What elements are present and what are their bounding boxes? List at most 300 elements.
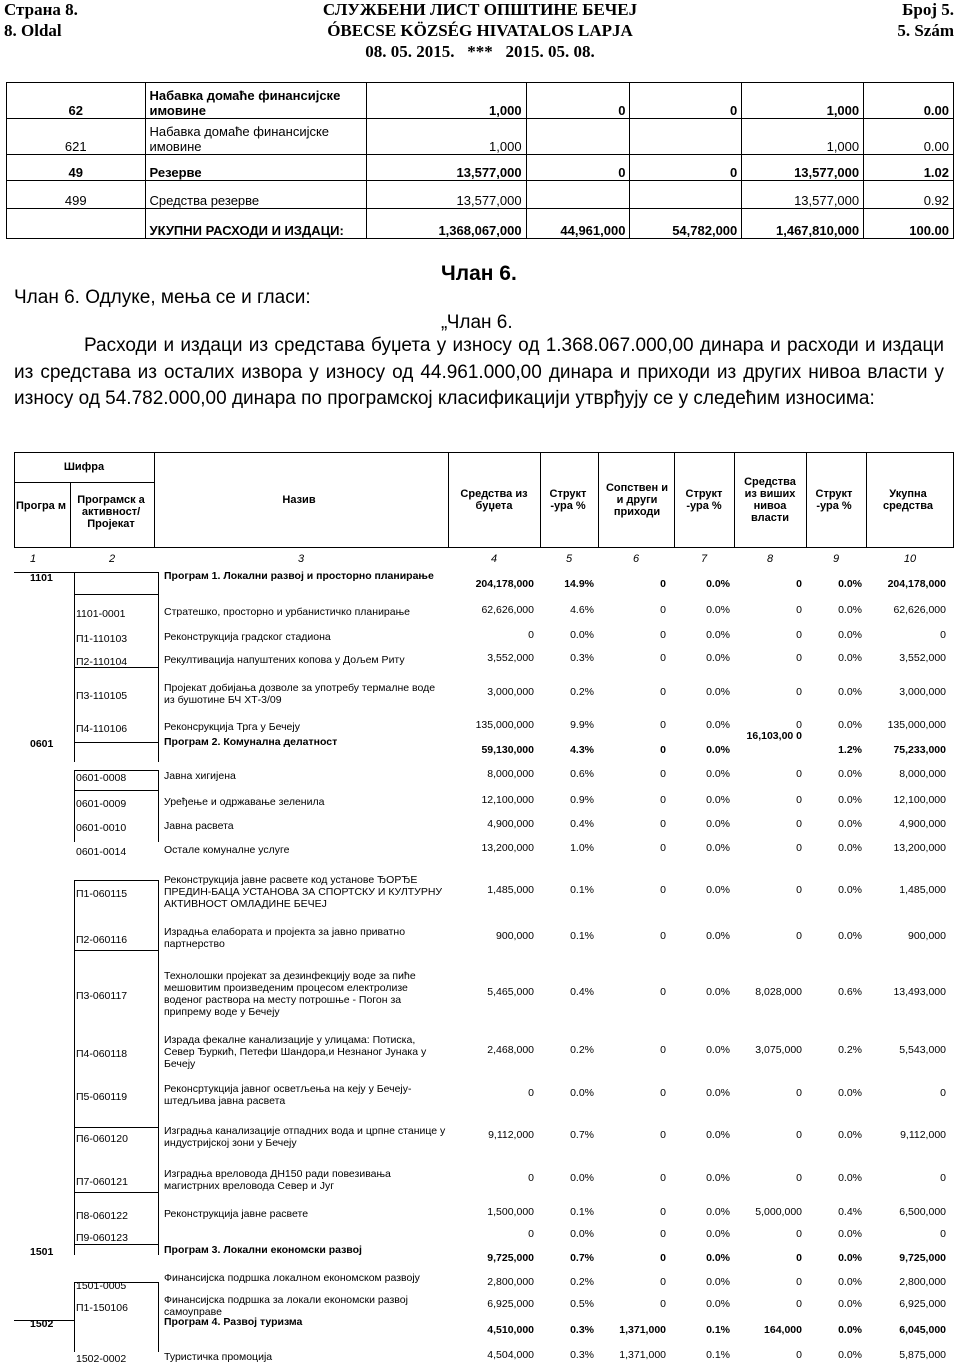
- cell-a: 1101-0001: [76, 608, 126, 620]
- cell-v2: [526, 119, 630, 155]
- cell-h: 0: [796, 1252, 802, 1264]
- cell-s2: 0.1%: [706, 1349, 730, 1361]
- cell-s2: 0.0%: [706, 1172, 730, 1184]
- page-number-hungarian: 8. Oldal: [4, 21, 62, 40]
- header-own-revenue: Сопствен и и други приходи: [605, 482, 668, 518]
- code-box-right: [158, 1244, 159, 1255]
- cell-n: Израдња елаборатa и пројекта за јавно приватно партнерство: [164, 926, 406, 950]
- code-box-top: [74, 572, 158, 573]
- code-box-left: [74, 667, 75, 742]
- cell-s2: 0.0%: [706, 930, 730, 942]
- cell-o: 0: [660, 629, 666, 641]
- code-box-left: [74, 1244, 75, 1255]
- program-classification-table: [14, 452, 954, 1364]
- cell-n: Програм 2. Комунална делатност: [164, 736, 338, 748]
- cell-s1: 0.1%: [570, 1206, 594, 1218]
- cell-s2: 0.0%: [706, 1228, 730, 1240]
- cell-h: 0: [796, 1087, 802, 1099]
- header-col-divider: [734, 452, 735, 548]
- article-paragraph: Расходи и издаци из средстава буџета у износу од 1.368.067.000,00 динара и расходи и издаци из средстава из осталих извора у износу од 44.961.000,00 динара и приходи из других нивоа власти у износу од 54.782.000,00 динара по програмској класификацији утврђују се у следећим износима:: [14, 335, 944, 409]
- code-box-right: [158, 742, 159, 762]
- cell-s3: 0.0%: [838, 686, 862, 698]
- cell-s2: 0.0%: [706, 842, 730, 854]
- code-box-top: [74, 770, 158, 771]
- code-box-left: [74, 790, 75, 842]
- cell-n: Изградња вреловода ДН150 ради повезивања магистрних вреловода Север и Југ: [164, 1168, 391, 1192]
- code-box-left: [74, 594, 75, 667]
- cell-a: П1-110103: [76, 633, 128, 645]
- cell-t: 900,000: [908, 930, 946, 942]
- cell-s2: 0.0%: [706, 719, 730, 731]
- column-number: 2: [108, 553, 116, 565]
- column-number: 5: [565, 553, 573, 565]
- cell-v4: 1,000: [742, 119, 864, 155]
- cell-name: Набавка домаће финансијске имовине: [145, 83, 366, 119]
- cell-s3: 0.0%: [838, 884, 862, 896]
- cell-s2: 0.0%: [706, 768, 730, 780]
- cell-b: 13,200,000: [481, 842, 534, 854]
- code-box-right: [158, 790, 159, 842]
- column-number: 8: [766, 553, 774, 565]
- header-structure-1: Структ -ура %: [549, 488, 587, 512]
- cell-s3: 0.0%: [838, 842, 862, 854]
- cell-n: Израда фекалне канализације у улицама: Потиска, Север Ђуркић, Петефи Шандора,и Незнаног Јунака у Бечеју: [164, 1034, 427, 1070]
- cell-t: 6,500,000: [899, 1206, 946, 1218]
- cell-s1: 0.0%: [570, 1228, 594, 1240]
- cell-h: 0: [796, 629, 802, 641]
- cell-v3: 0: [630, 155, 742, 181]
- cell-o: 0: [660, 842, 666, 854]
- cell-h: 0: [796, 794, 802, 806]
- cell-s1: 0.1%: [570, 884, 594, 896]
- cell-s3: 0.0%: [838, 719, 862, 731]
- cell-t: 0: [940, 1228, 946, 1240]
- cell-b: 2,800,000: [487, 1276, 534, 1288]
- cell-p: 1501: [30, 1246, 54, 1258]
- cell-b: 2,468,000: [487, 1044, 534, 1056]
- cell-s3: 0.0%: [838, 629, 862, 641]
- cell-b: 59,130,000: [481, 744, 534, 756]
- code-box-right: [158, 1282, 159, 1352]
- cell-a: П3-110105: [76, 690, 128, 702]
- code-box-right: [158, 1127, 159, 1192]
- cell-o: 0: [660, 719, 666, 731]
- cell-n: Пројекат добијања дозволе за употребу термалне воде из бушотине БЧ ХТ-3/09: [164, 682, 436, 706]
- cell-p: 0601: [30, 738, 54, 750]
- table-row: [7, 209, 954, 239]
- cell-v5: 0.00: [864, 119, 954, 155]
- cell-o: 0: [660, 744, 666, 756]
- cell-s1: 0.5%: [570, 1298, 594, 1310]
- cell-code: 49: [7, 155, 146, 181]
- cell-a: 0601-0009: [76, 798, 127, 810]
- cell-s3: 0.6%: [838, 986, 862, 998]
- cell-n: Финансијска подршка за локали економски развој самоуправе: [164, 1294, 408, 1318]
- cell-v3: [630, 181, 742, 209]
- cell-a: П3-060117: [76, 990, 128, 1002]
- column-number: 9: [832, 553, 840, 565]
- cell-a: П9-060123: [76, 1232, 128, 1244]
- code-box-top: [74, 1192, 158, 1193]
- code-box-left: [74, 1127, 75, 1192]
- header-activity: Програмск а активност/ Пројекат: [77, 494, 145, 530]
- cell-s1: 0.1%: [570, 930, 594, 942]
- cell-v4: 1,467,810,000: [742, 209, 864, 239]
- cell-n: Стратешко, просторно и урбанистичко планирање: [164, 606, 410, 618]
- cell-s3: 0.0%: [838, 1252, 862, 1264]
- cell-s3: 0.0%: [838, 1129, 862, 1141]
- cell-s3: 0.2%: [838, 1044, 862, 1056]
- header-higher-levels: Средства из виших нивоа власти: [744, 476, 796, 524]
- cell-b: 5,465,000: [487, 986, 534, 998]
- cell-a: П2-110104: [76, 656, 128, 668]
- cell-s1: 4.3%: [570, 744, 594, 756]
- cell-h: 5,000,000: [755, 1206, 802, 1218]
- table-row: [7, 83, 954, 119]
- cell-n: Програм 4. Развој туризма: [164, 1316, 303, 1328]
- header-col-divider: [674, 452, 675, 548]
- cell-s1: 0.4%: [570, 986, 594, 998]
- cell-code: [7, 209, 146, 239]
- cell-n: Остале комуналне услуге: [164, 844, 290, 856]
- cell-a: П1-150106: [76, 1302, 128, 1314]
- cell-t: 13,493,000: [893, 986, 946, 998]
- cell-o: 0: [660, 604, 666, 616]
- cell-b: 4,900,000: [487, 818, 534, 830]
- cell-t: 204,178,000: [887, 578, 946, 590]
- cell-a: П7-060121: [76, 1176, 128, 1188]
- cell-o: 0: [660, 652, 666, 664]
- cell-s3: 0.0%: [838, 1324, 862, 1336]
- cell-s1: 9.9%: [570, 719, 594, 731]
- cell-o: 0: [660, 768, 666, 780]
- cell-p: 1101: [30, 572, 53, 584]
- cell-h: 0: [796, 1172, 802, 1184]
- cell-s3: 0.0%: [838, 1276, 862, 1288]
- cell-s1: 0.4%: [570, 818, 594, 830]
- cell-h: 164,000: [764, 1324, 802, 1336]
- gazette-title-serbian: СЛУЖБЕНИ ЛИСТ ОПШТИНЕ БЕЧЕЈ: [322, 0, 638, 19]
- cell-o: 1,371,000: [619, 1324, 666, 1336]
- cell-s1: 0.2%: [570, 1044, 594, 1056]
- cell-n: Програм 3. Локални економски развој: [164, 1244, 362, 1256]
- cell-name: Резерве: [145, 155, 366, 181]
- header-program: Програ м: [16, 500, 66, 512]
- cell-o: 1,371,000: [619, 1349, 666, 1361]
- cell-a: П4-060118: [76, 1048, 128, 1060]
- cell-s2: 0.0%: [706, 1087, 730, 1099]
- code-box-top: [74, 1244, 158, 1245]
- cell-b: 12,100,000: [481, 794, 534, 806]
- cell-t: 62,626,000: [893, 604, 946, 616]
- cell-h: 8,028,000: [755, 986, 802, 998]
- cell-v4: 1,000: [742, 83, 864, 119]
- code-box-left: [74, 572, 75, 594]
- cell-h: 0: [796, 1129, 802, 1141]
- header-border-right: [953, 452, 954, 548]
- header-budget: Средства из буџета: [460, 488, 528, 512]
- cell-s2: 0.0%: [706, 604, 730, 616]
- cell-a: 1502-0002: [76, 1353, 127, 1365]
- cell-t: 5,875,000: [899, 1349, 946, 1361]
- cell-s2: 0.0%: [706, 1129, 730, 1141]
- code-box-right: [158, 1192, 159, 1244]
- header-col-divider: [540, 452, 541, 548]
- cell-s2: 0.0%: [706, 652, 730, 664]
- cell-s2: 0.0%: [706, 818, 730, 830]
- gazette-date: 08. 05. 2015. *** 2015. 05. 08.: [365, 42, 595, 61]
- cell-v5: 0.92: [864, 181, 954, 209]
- code-box-top: [74, 880, 158, 881]
- cell-o: 0: [660, 1276, 666, 1288]
- cell-b: 3,552,000: [487, 652, 534, 664]
- cell-s3: 0.0%: [838, 1172, 862, 1184]
- cell-t: 6,925,000: [899, 1298, 946, 1310]
- table-row: [7, 155, 954, 181]
- cell-o: 0: [660, 1129, 666, 1141]
- cell-o: 0: [660, 884, 666, 896]
- header-structure-2: Структ -ура %: [685, 488, 723, 512]
- header-col-divider: [806, 452, 807, 548]
- cell-s2: 0.0%: [706, 686, 730, 698]
- cell-a: П6-060120: [76, 1133, 128, 1145]
- cell-s2: 0.0%: [706, 1298, 730, 1310]
- cell-a: П4-110106: [76, 723, 128, 735]
- cell-n: Реконструкција јавне расвете код установе ЂОРЂЕ ПРЕДИН-БАЦА УСТАНОВА ЗА СПОРТСКУ И КУЛТУРНУ АКТИВНОСТ ОМЛАДИНЕ БЕЧЕЈ: [164, 874, 443, 910]
- cell-name: Средства резерве: [145, 181, 366, 209]
- issue-number-hungarian: 5. Szám: [897, 21, 954, 40]
- cell-b: 204,178,000: [475, 578, 534, 590]
- header-col-divider: [70, 482, 71, 548]
- cell-t: 1,485,000: [899, 884, 946, 896]
- cell-s1: 0.2%: [570, 1276, 594, 1288]
- cell-s2: 0.0%: [706, 1206, 730, 1218]
- cell-s2: 0.0%: [706, 986, 730, 998]
- cell-s3: 0.0%: [838, 652, 862, 664]
- cell-s1: 0.9%: [570, 794, 594, 806]
- cell-o: 0: [660, 1298, 666, 1310]
- cell-n: Туристичка промоција: [164, 1351, 273, 1363]
- cell-a: П2-060116: [76, 934, 128, 946]
- cell-b: 4,510,000: [487, 1324, 534, 1336]
- cell-s3: 0.0%: [838, 1349, 862, 1361]
- cell-s3: 0.4%: [838, 1206, 862, 1218]
- cell-v2: 44,961,000: [526, 209, 630, 239]
- cell-s2: 0.0%: [706, 1044, 730, 1056]
- cell-b: 0: [528, 1172, 534, 1184]
- cell-b: 1,485,000: [487, 884, 534, 896]
- cell-s1: 0.3%: [570, 1324, 594, 1336]
- cell-s2: 0.0%: [706, 884, 730, 896]
- cell-o: 0: [660, 1044, 666, 1056]
- cell-name: УКУПНИ РАСХОДИ И ИЗДАЦИ:: [145, 209, 366, 239]
- cell-o: 0: [660, 986, 666, 998]
- page-header: [0, 0, 960, 66]
- cell-n: Изградња канализације отпадних вода и црпне станице у индустријској зони у Бечеју: [164, 1125, 446, 1149]
- cell-s3: 0.0%: [838, 1087, 862, 1099]
- cell-s3: 0.0%: [838, 604, 862, 616]
- cell-v3: [630, 119, 742, 155]
- cell-h: 0: [796, 652, 802, 664]
- code-box-left: [74, 770, 75, 790]
- cell-n: Јавна хигијена: [164, 770, 236, 782]
- article-intro: Члан 6. Одлуке, мења се и гласи:: [14, 287, 311, 308]
- cell-s3: 0.0%: [838, 818, 862, 830]
- cell-v3: 0: [630, 83, 742, 119]
- cell-s3: 0.0%: [838, 578, 862, 590]
- cell-n: Реконструкција градског стадиона: [164, 631, 331, 643]
- cell-a: 1501-0005: [76, 1280, 127, 1292]
- cell-s3: 0.0%: [838, 930, 862, 942]
- cell-t: 75,233,000: [893, 744, 946, 756]
- cell-a: П1-060115: [76, 888, 128, 900]
- code-box-right: [158, 880, 159, 950]
- code-box-left: [74, 1282, 75, 1352]
- cell-v3: 54,782,000: [630, 209, 742, 239]
- cell-h: 16,103,00 0: [746, 730, 802, 742]
- table-row: [7, 181, 954, 209]
- cell-t: 8,000,000: [899, 768, 946, 780]
- column-number: 4: [490, 553, 498, 565]
- code-box-right: [158, 667, 159, 742]
- cell-v1: 13,577,000: [366, 181, 526, 209]
- cell-h: 0: [796, 1228, 802, 1240]
- code-box-right: [158, 950, 159, 1127]
- code-box-left: [74, 1192, 75, 1244]
- cell-s3: 0.0%: [838, 1298, 862, 1310]
- cell-n: Уређење и одржавање зеленила: [164, 796, 325, 808]
- cell-h: 0: [796, 1298, 802, 1310]
- cell-h: 0: [796, 818, 802, 830]
- cell-v5: 100.00: [864, 209, 954, 239]
- cell-t: 6,045,000: [899, 1324, 946, 1336]
- cell-s3: 1.2%: [838, 744, 862, 756]
- cell-n: Реконсрукција Трга у Бечеју: [164, 721, 300, 733]
- code-box-right: [158, 770, 159, 790]
- cell-p: 1502: [30, 1318, 54, 1330]
- cell-b: 9,112,000: [488, 1129, 534, 1141]
- cell-b: 6,925,000: [487, 1298, 534, 1310]
- cell-s2: 0.1%: [706, 1324, 730, 1336]
- cell-h: 0: [796, 1276, 802, 1288]
- cell-s2: 0.0%: [706, 629, 730, 641]
- code-box-left: [74, 880, 75, 950]
- cell-t: 3,000,000: [899, 686, 946, 698]
- cell-a: П8-060122: [76, 1210, 128, 1222]
- column-number: 10: [903, 553, 917, 565]
- header-structure-3: Структ -ура %: [815, 488, 853, 512]
- header-sifra: Шифра: [63, 461, 105, 473]
- cell-o: 0: [660, 1228, 666, 1240]
- cell-b: 62,626,000: [481, 604, 534, 616]
- cell-b: 1,500,000: [487, 1206, 534, 1218]
- cell-v2: 0: [526, 155, 630, 181]
- cell-v1: 1,000: [366, 119, 526, 155]
- cell-n: Реконструкција јавне расвете: [164, 1208, 309, 1220]
- cell-o: 0: [660, 930, 666, 942]
- cell-o: 0: [660, 1206, 666, 1218]
- cell-s2: 0.0%: [706, 744, 730, 756]
- column-number: 1: [30, 553, 37, 565]
- cell-b: 4,504,000: [487, 1349, 534, 1361]
- cell-s2: 0.0%: [706, 1276, 730, 1288]
- cell-v1: 1,000: [366, 83, 526, 119]
- cell-s2: 0.0%: [706, 578, 730, 590]
- cell-v5: 1.02: [864, 155, 954, 181]
- issue-number-serbian: Број 5.: [902, 0, 954, 19]
- cell-h: 0: [796, 578, 802, 590]
- cell-s3: 0.0%: [838, 1228, 862, 1240]
- cell-t: 0: [940, 1172, 946, 1184]
- gazette-title-hungarian: ÓBECSE KÖZSÉG HIVATALOS LAPJA: [327, 21, 633, 40]
- cell-b: 0: [528, 629, 534, 641]
- cell-b: 135,000,000: [475, 719, 534, 731]
- cell-o: 0: [660, 1172, 666, 1184]
- cell-b: 900,000: [496, 930, 534, 942]
- code-box-top: [74, 742, 158, 743]
- cell-a: 0601-0010: [76, 822, 127, 834]
- cell-b: 0: [528, 1087, 534, 1099]
- header-sifra-divider: [14, 482, 154, 483]
- cell-s1: 0.7%: [570, 1129, 594, 1141]
- expenses-summary-table: [6, 82, 954, 239]
- cell-t: 4,900,000: [899, 818, 946, 830]
- cell-s1: 14.9%: [564, 578, 594, 590]
- article-title: Члан 6.: [441, 262, 517, 285]
- table-row: [7, 119, 954, 155]
- code-box-left: [74, 742, 75, 762]
- cell-t: 3,552,000: [899, 652, 946, 664]
- cell-s3: 0.0%: [838, 768, 862, 780]
- cell-h: 0: [796, 842, 802, 854]
- cell-b: 0: [528, 1228, 534, 1240]
- cell-v1: 1,368,067,000: [366, 209, 526, 239]
- cell-h: 0: [796, 768, 802, 780]
- cell-n: Технолошки пројекат за дезинфекцију воде за пиће мешовитим произведеним процесом електролизе воденог раствора на месту потрошње - Погон за припрему воде у Бечеју: [164, 970, 416, 1018]
- cell-t: 9,725,000: [899, 1252, 946, 1264]
- cell-h: 0: [796, 1349, 802, 1361]
- cell-s1: 0.2%: [570, 686, 594, 698]
- cell-v1: 13,577,000: [366, 155, 526, 181]
- cell-o: 0: [660, 818, 666, 830]
- cell-h: 0: [796, 884, 802, 896]
- cell-s1: 1.0%: [570, 842, 594, 854]
- code-box-top: [74, 950, 158, 951]
- cell-h: 0: [796, 604, 802, 616]
- cell-h: 0: [796, 686, 802, 698]
- cell-h: 0: [796, 930, 802, 942]
- column-number: 7: [700, 553, 708, 565]
- code-box-right: [158, 572, 159, 594]
- code-box-right: [158, 594, 159, 667]
- cell-s1: 0.3%: [570, 1349, 594, 1361]
- cell-h: 0: [796, 719, 802, 731]
- cell-n: Реконсртукција јавног осветљења на кеју у Бечеју-штедљива јавна расвета: [164, 1083, 412, 1107]
- cell-n: Рекултивација напуштених копова у Дољем Риту: [164, 654, 405, 666]
- cell-h: 3,075,000: [755, 1044, 802, 1056]
- cell-v5: 0.00: [864, 83, 954, 119]
- cell-s1: 0.0%: [570, 1172, 594, 1184]
- cell-v4: 13,577,000: [742, 181, 864, 209]
- header-col-divider: [598, 452, 599, 548]
- cell-t: 0: [940, 629, 946, 641]
- cell-a: 0601-0014: [76, 846, 127, 858]
- cell-s1: 0.0%: [570, 1087, 594, 1099]
- cell-v2: 0: [526, 83, 630, 119]
- header-border-bottom: [14, 547, 954, 548]
- cell-code: 499: [7, 181, 146, 209]
- cell-s1: 0.6%: [570, 768, 594, 780]
